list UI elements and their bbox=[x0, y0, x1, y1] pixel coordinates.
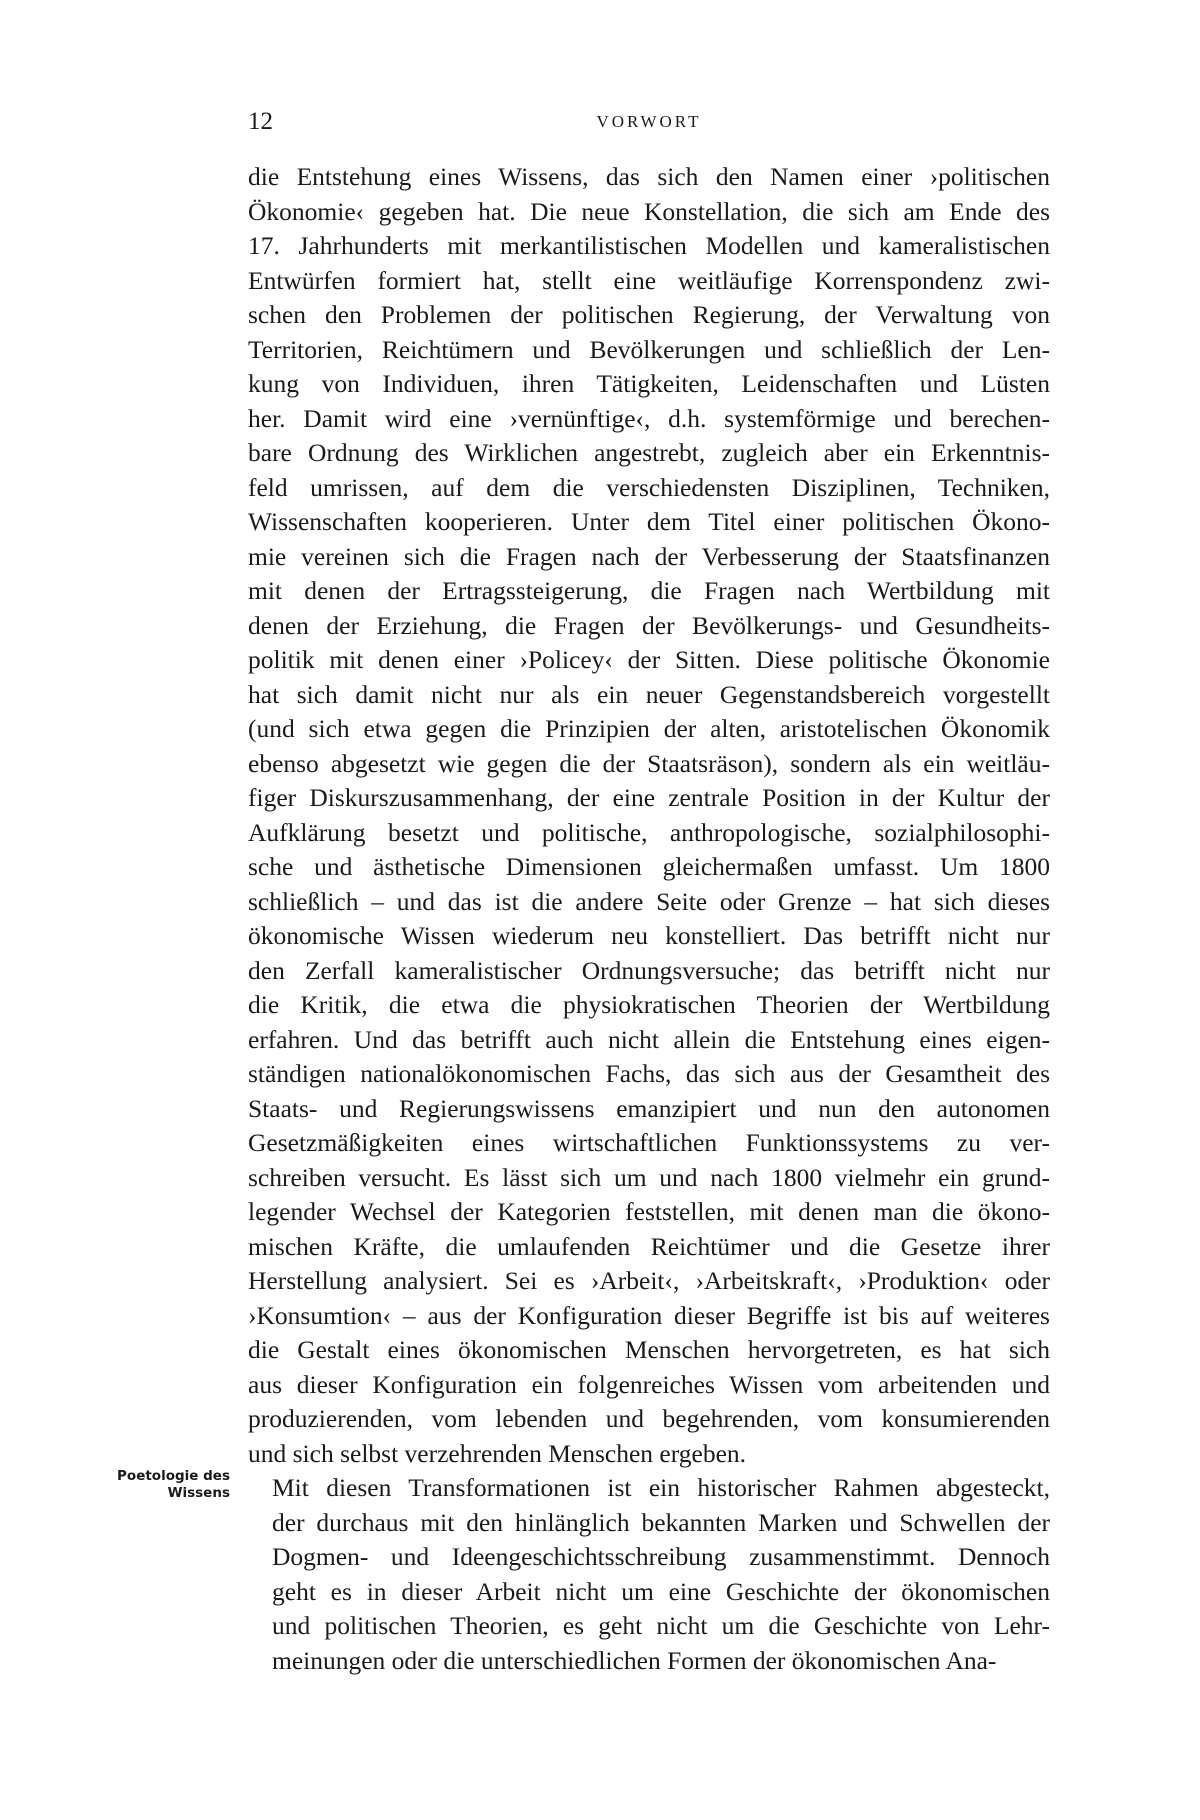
text-line: schen den Problemen der politischen Regierung, der Verwaltung von bbox=[248, 300, 1050, 329]
text-line: ebenso abgesetzt wie gegen die der Staatsräson), sondern als ein weitläu- bbox=[248, 748, 1050, 778]
text-line: politik mit denen einer ›Policey‹ der Sitten. Diese politische Ökonomie bbox=[248, 645, 1050, 674]
margin-note bbox=[80, 1468, 230, 1502]
text-line: bare Ordnung des Wirklichen angestrebt, zugleich aber ein Erkenntnis- bbox=[248, 438, 1050, 467]
text-line: Aufklärung besetzt und politische, anthropologische, sozialphilosophi- bbox=[248, 817, 1050, 847]
text-line: schließlich – und das ist die andere Seite oder Grenze – hat sich dieses bbox=[248, 886, 1050, 916]
text-line: meinungen oder die unterschiedlichen Formen der ökonomischen Ana- bbox=[272, 1645, 997, 1675]
text-line: Wissenschaften kooperieren. Unter dem Titel einer politischen Ökono- bbox=[248, 507, 1050, 536]
text-line: die Kritik, die etwa die physiokratischen Theorien der Wertbildung bbox=[248, 990, 1050, 1019]
text-line: kung von Individuen, ihren Tätigkeiten, Leidenschaften und Lüsten bbox=[248, 369, 1050, 398]
text-line: ›Konsumtion‹ – aus der Konfiguration dieser Begriffe ist bis auf weiteres bbox=[248, 1300, 1050, 1330]
text-line: Herstellung analysiert. Sei es ›Arbeit‹, ›Arbeitskraft‹, ›Produktion‹ oder bbox=[248, 1266, 1050, 1295]
text-line: schreiben versucht. Es lässt sich um und nach 1800 vielmehr ein grund- bbox=[248, 1162, 1050, 1192]
text-line: hat sich damit nicht nur als ein neuer Gegenstandsbereich vorgestellt bbox=[248, 679, 1050, 709]
body-text bbox=[248, 160, 1050, 1678]
page-number: 12 bbox=[248, 108, 273, 135]
paragraph bbox=[248, 1471, 1050, 1678]
text-line: Territorien, Reichtümern und Bevölkerungen und schließlich der Len- bbox=[248, 334, 1050, 364]
text-line: und sich selbst verzehrenden Menschen ergeben. bbox=[248, 1438, 747, 1468]
text-line: mit denen der Ertragssteigerung, die Fragen nach Wertbildung mit bbox=[248, 576, 1050, 605]
text-line: die Entstehung eines Wissens, das sich den Namen einer ›politischen bbox=[248, 162, 1050, 191]
text-line: mie vereinen sich die Fragen nach der Verbesserung der Staatsfinanzen bbox=[248, 541, 1050, 571]
text-line: und politischen Theorien, es geht nicht um die Geschichte von Lehr- bbox=[272, 1611, 1050, 1640]
text-line: den Zerfall kameralistischer Ordnungsversuche; das betrifft nicht nur bbox=[248, 955, 1050, 985]
running-head bbox=[248, 108, 1050, 138]
text-line: legender Wechsel der Kategorien feststellen, mit denen man die ökono- bbox=[248, 1197, 1050, 1226]
margin-note-line: Poetologie des bbox=[117, 1468, 230, 1484]
text-line: sche und ästhetische Dimensionen gleichermaßen umfasst. Um 1800 bbox=[248, 852, 1050, 881]
margin-note-line: Wissens bbox=[167, 1485, 230, 1501]
running-title: VORWORT bbox=[596, 112, 702, 131]
text-line: 17. Jahrhunderts mit merkantilistischen Modellen und kameralistischen bbox=[248, 231, 1050, 260]
paragraph bbox=[248, 160, 1050, 1471]
text-line: Dogmen- und Ideengeschichtsschreibung zusammenstimmt. Dennoch bbox=[272, 1542, 1050, 1571]
text-line: (und sich etwa gegen die Prinzipien der alten, aristotelischen Ökonomik bbox=[248, 714, 1050, 743]
text-line: feld umrissen, auf dem die verschiedensten Disziplinen, Techniken, bbox=[248, 472, 1050, 502]
text-line: produzierenden, vom lebenden und begehrenden, vom konsumierenden bbox=[248, 1404, 1050, 1433]
text-line: die Gestalt eines ökonomischen Menschen hervorgetreten, es hat sich bbox=[248, 1335, 1050, 1364]
text-line: mischen Kräfte, die umlaufenden Reichtümer und die Gesetze ihrer bbox=[248, 1231, 1050, 1261]
text-line: her. Damit wird eine ›vernünftige‹, d.h. systemförmige und berechen- bbox=[248, 403, 1050, 433]
text-line: Mit diesen Transformationen ist ein historischer Rahmen abgesteckt, bbox=[272, 1473, 1050, 1502]
text-line: Entwürfen formiert hat, stellt eine weitläufige Korrenspondenz zwi- bbox=[248, 265, 1050, 295]
text-line: Ökonomie‹ gegeben hat. Die neue Konstellation, die sich am Ende des bbox=[248, 196, 1050, 226]
text-line: ökonomische Wissen wiederum neu konstelliert. Das betrifft nicht nur bbox=[248, 921, 1050, 950]
text-line: erfahren. Und das betrifft auch nicht allein die Entstehung eines eigen- bbox=[248, 1024, 1050, 1054]
text-line: der durchaus mit den hinlänglich bekannten Marken und Schwellen der bbox=[272, 1507, 1050, 1537]
text-line: ständigen nationalökonomischen Fachs, das sich aus der Gesamtheit des bbox=[248, 1059, 1050, 1088]
text-line: figer Diskurszusammenhang, der eine zentrale Position in der Kultur der bbox=[248, 783, 1050, 812]
text-line: geht es in dieser Arbeit nicht um eine Geschichte der ökonomischen bbox=[272, 1576, 1050, 1606]
text-line: aus dieser Konfiguration ein folgenreiches Wissen vom arbeitenden und bbox=[248, 1369, 1050, 1399]
text-line: Staats- und Regierungswissens emanzipiert und nun den autonomen bbox=[248, 1093, 1050, 1123]
text-line: Gesetzmäßigkeiten eines wirtschaftlichen Funktionssystems zu ver- bbox=[248, 1128, 1050, 1157]
text-line: denen der Erziehung, die Fragen der Bevölkerungs- und Gesundheits- bbox=[248, 610, 1050, 640]
